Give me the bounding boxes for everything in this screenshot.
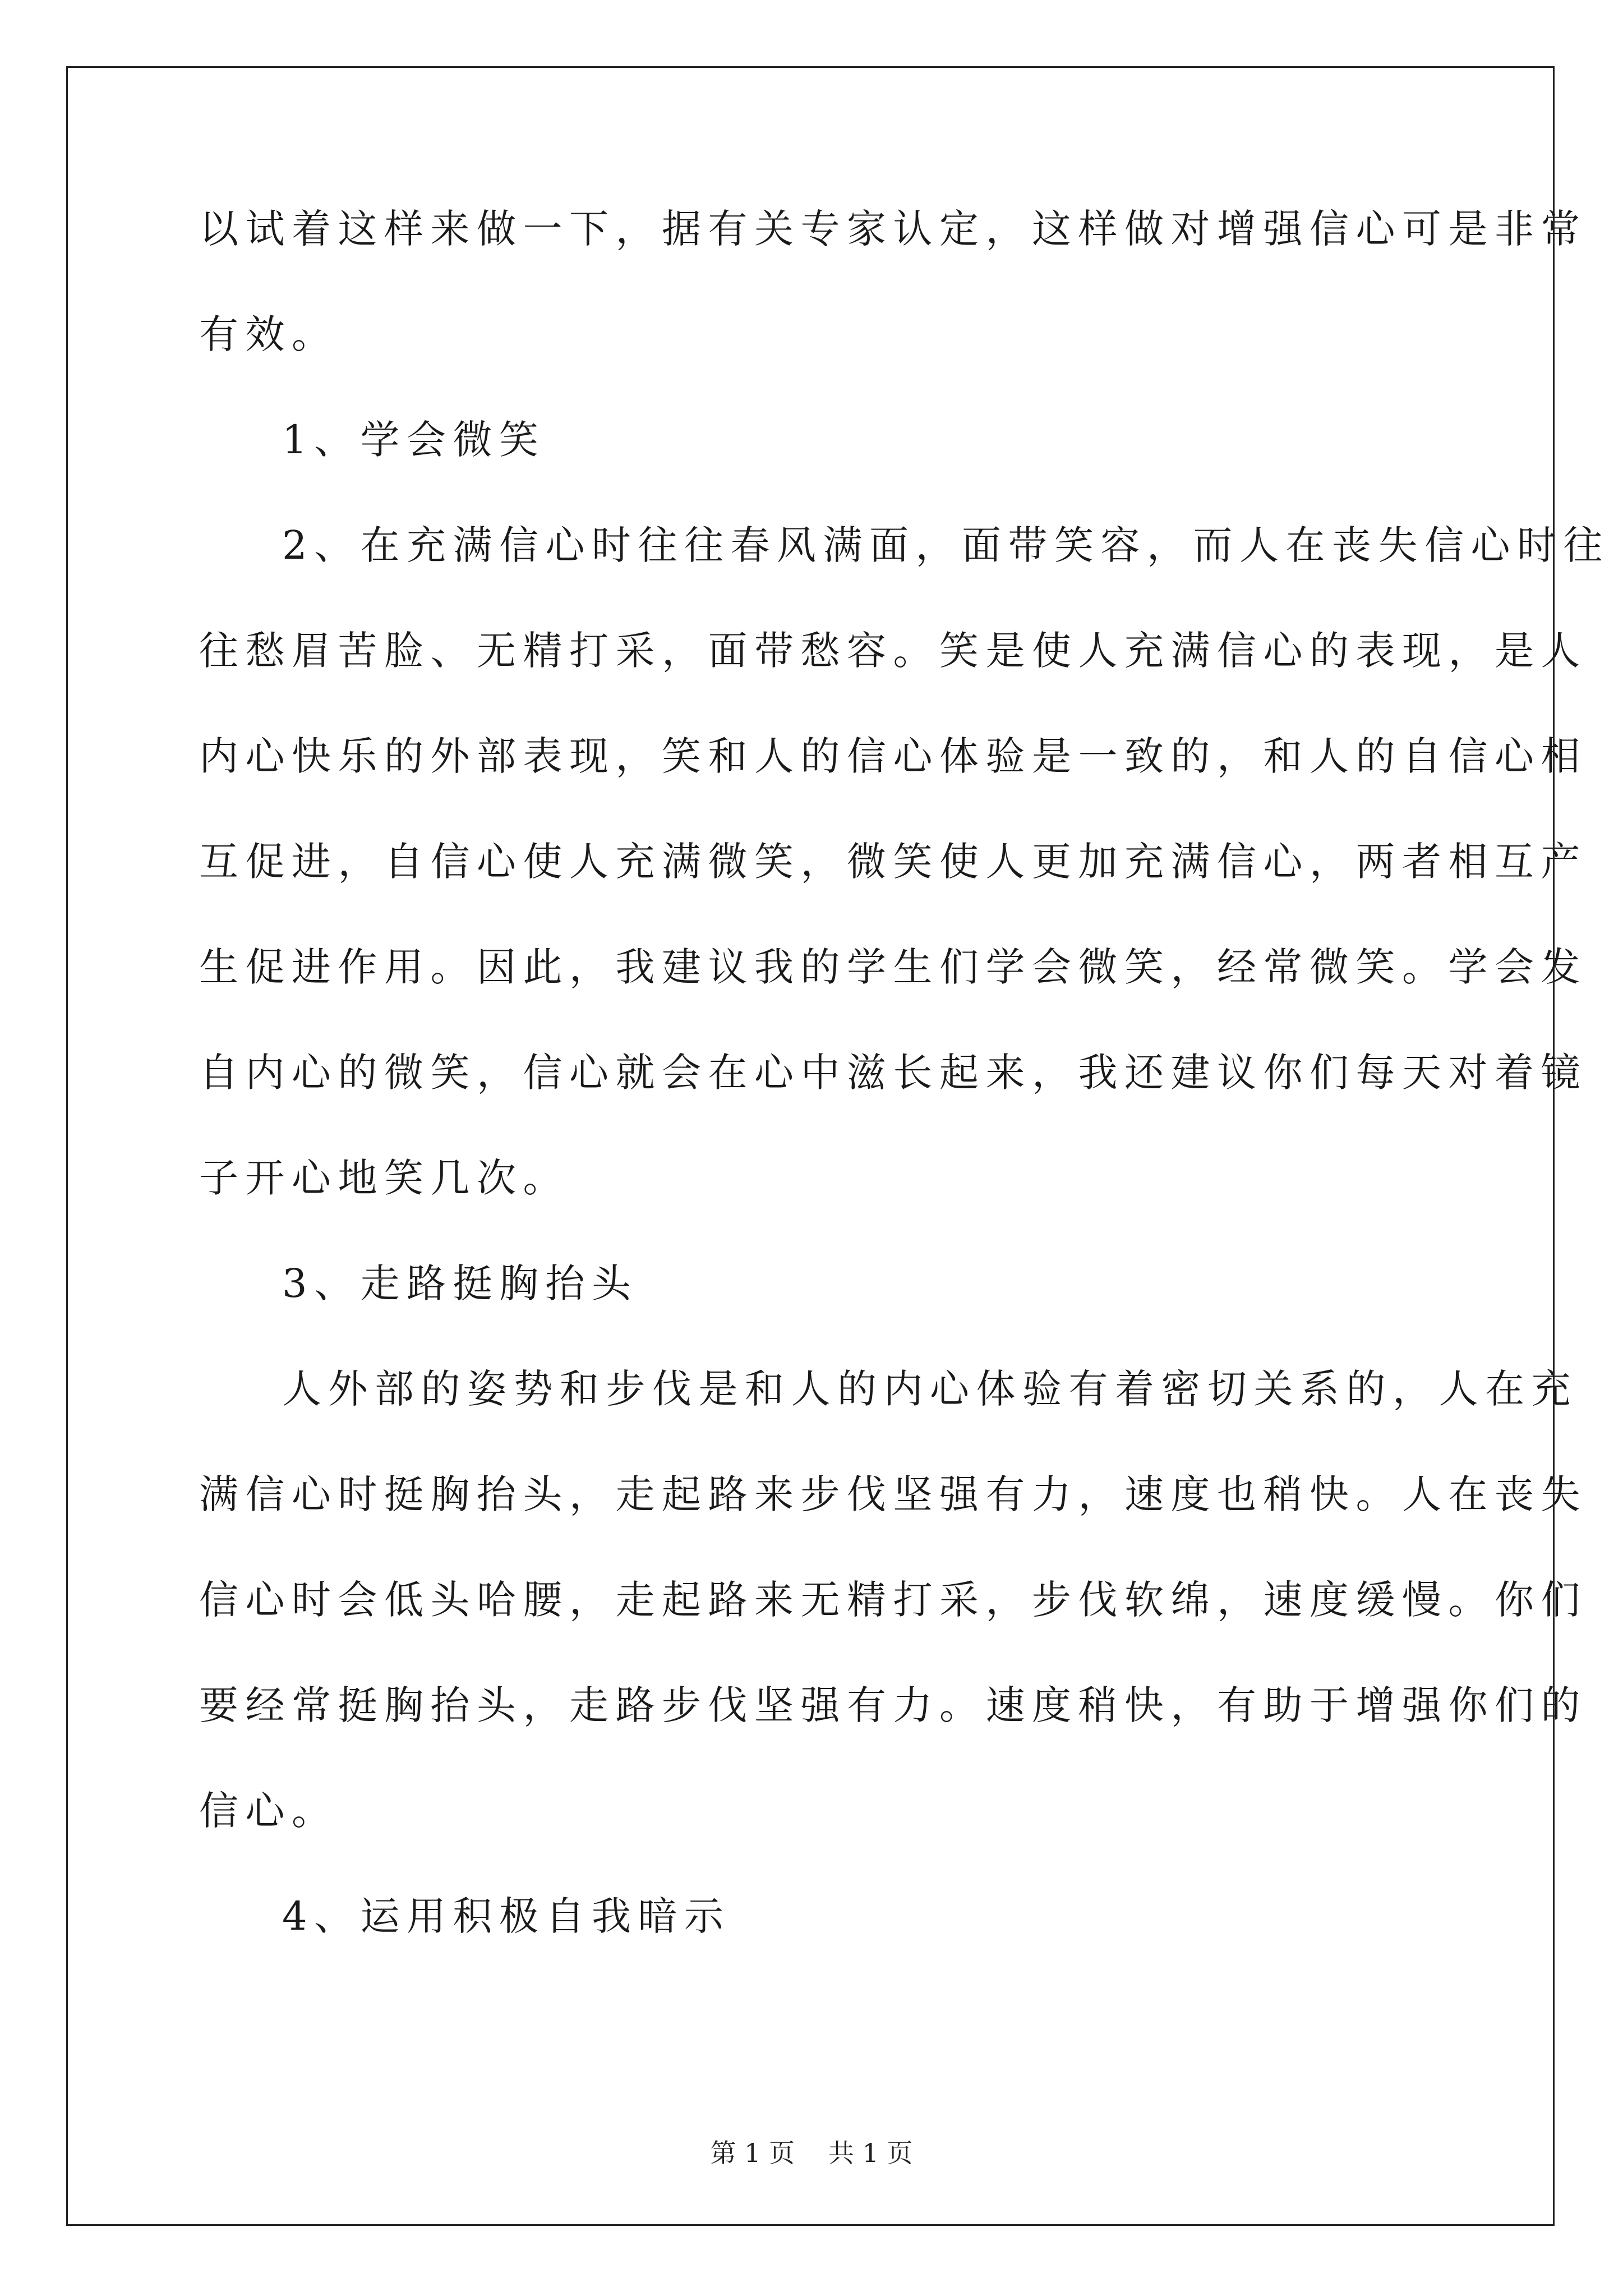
- section-heading-3: 3、走路挺胸抬头: [282, 1260, 638, 1306]
- paragraph-line: 生促进作用。因此，我建议我的学生们学会微笑，经常微笑。学会发: [199, 944, 1587, 990]
- paragraph-line: 信心时会低头哈腰，走起路来无精打采，步伐软绵，速度缓慢。你们: [199, 1577, 1587, 1623]
- page-footer: [0, 2136, 1623, 2170]
- paragraph-line: 信心。: [199, 1788, 338, 1834]
- paragraph-line: 互促进，自信心使人充满微笑，微笑使人更加充满信心，两者相互产: [199, 839, 1587, 885]
- paragraph-line: 要经常挺胸抬头，走路步伐坚强有力。速度稍快，有助于增强你们的: [199, 1682, 1587, 1728]
- document-body: [199, 202, 1610, 1995]
- page-number: 第 1 页: [710, 2138, 795, 2168]
- paragraph-line: 往愁眉苦脸、无精打采，面带愁容。笑是使人充满信心的表现，是人: [199, 628, 1587, 674]
- paragraph-line: 有效。: [199, 311, 338, 357]
- paragraph-line: 内心快乐的外部表现，笑和人的信心体验是一致的，和人的自信心相: [199, 733, 1587, 779]
- section-heading-4: 4、运用积极自我暗示: [282, 1893, 731, 1939]
- paragraph-line: 子开心地笑几次。: [199, 1155, 569, 1201]
- paragraph-line: 以试着这样来做一下，据有关专家认定，这样做对增强信心可是非常: [199, 206, 1587, 252]
- page-total: 共 1 页: [828, 2138, 913, 2168]
- paragraph-line: 满信心时挺胸抬头，走起路来步伐坚强有力，速度也稍快。人在丧失: [199, 1471, 1587, 1517]
- section-heading-1: 1、学会微笑: [282, 417, 546, 463]
- paragraph-line: 自内心的微笑，信心就会在心中滋长起来，我还建议你们每天对着镜: [199, 1050, 1587, 1096]
- paragraph-line: 人外部的姿势和步伐是和人的内心体验有着密切关系的，人在充: [282, 1366, 1578, 1412]
- paragraph-line: 2、在充满信心时往往春风满面，面带笑容，而人在丧失信心时往: [282, 522, 1610, 568]
